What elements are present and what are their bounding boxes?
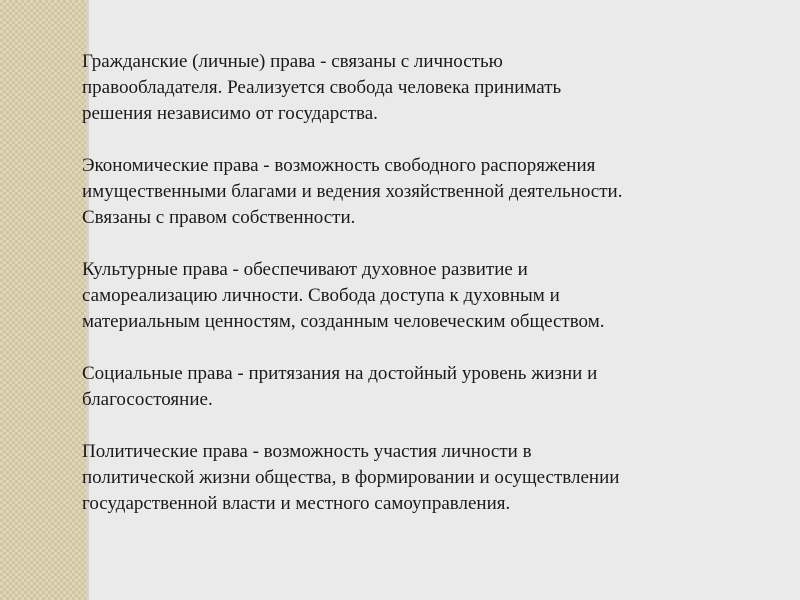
text-line: имущественными благами и ведения хозяйственной деятельности. <box>82 181 623 202</box>
text-line: Экономические права - возможность свободного распоряжения <box>82 155 596 176</box>
text-line: благосостояние. <box>82 389 213 410</box>
slide-body-text <box>82 49 782 517</box>
text-line: материальным ценностям, созданным человеческим обществом. <box>82 311 605 332</box>
text-line: Связаны с правом собственности. <box>82 207 356 228</box>
paragraph-social-rights <box>82 361 782 413</box>
paragraph-cultural-rights <box>82 257 782 335</box>
text-line: Культурные права - обеспечивают духовное развитие и <box>82 259 528 280</box>
text-line: Гражданские (личные) права - связаны с личностью <box>82 51 503 72</box>
text-line: политической жизни общества, в формировании и осуществлении <box>82 467 620 488</box>
paragraph-economic-rights <box>82 153 782 231</box>
text-line: государственной власти и местного самоуправления. <box>82 493 511 514</box>
text-line: правообладателя. Реализуется свобода человека принимать <box>82 77 562 98</box>
decorative-side-band <box>0 0 86 600</box>
text-line: решения независимо от государства. <box>82 103 378 124</box>
paragraph-political-rights <box>82 439 782 517</box>
paragraph-civil-rights <box>82 49 782 127</box>
text-line: самореализацию личности. Свобода доступа к духовным и <box>82 285 560 306</box>
text-line: Социальные права - притязания на достойный уровень жизни и <box>82 363 598 384</box>
text-line: Политические права - возможность участия личности в <box>82 441 532 462</box>
